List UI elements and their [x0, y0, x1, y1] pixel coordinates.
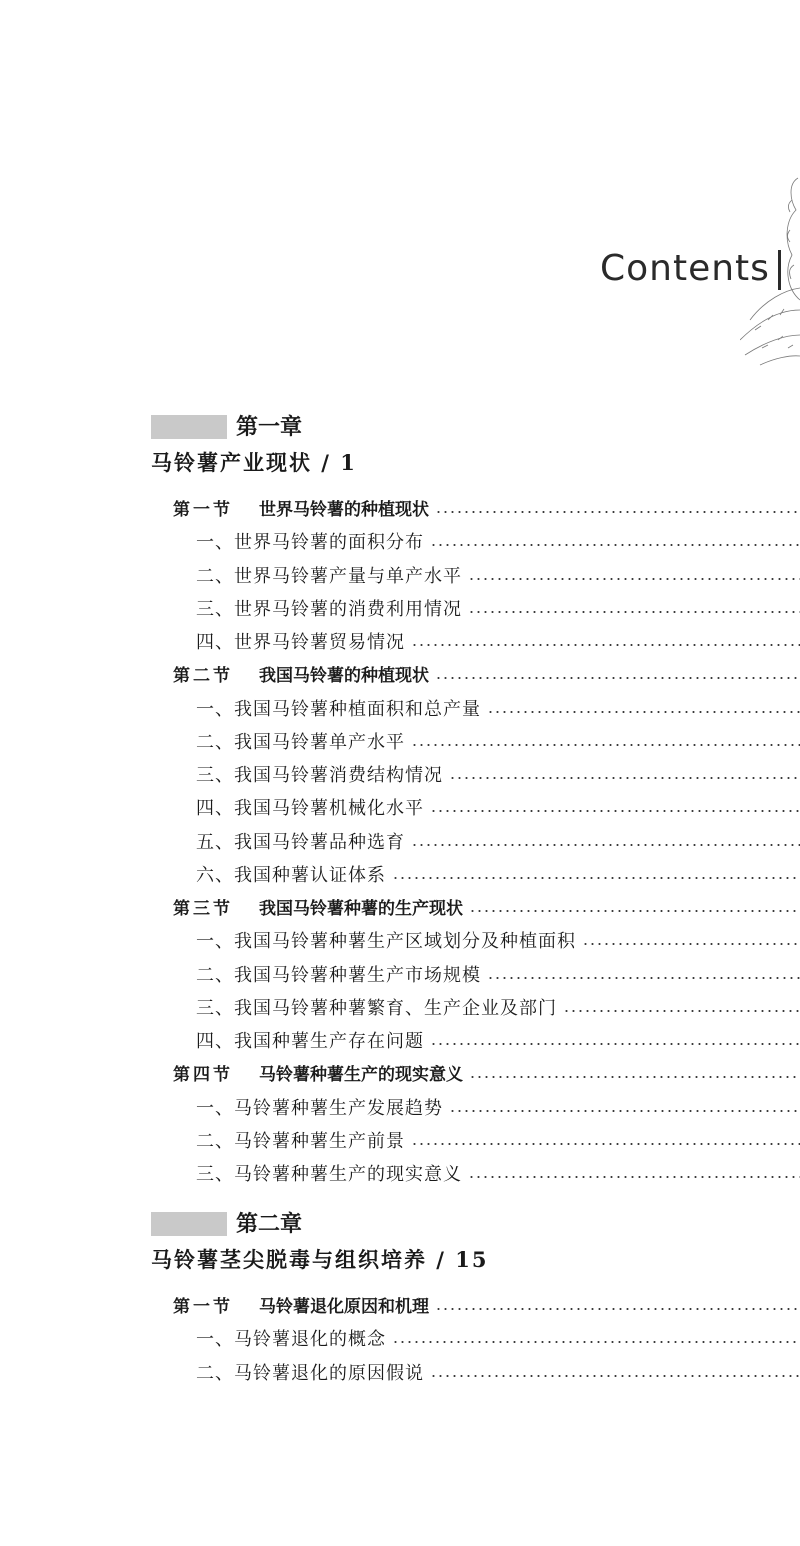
toc-item[interactable] [196, 528, 800, 558]
toc-item[interactable] [196, 861, 800, 891]
chapter-marker [151, 1212, 227, 1236]
toc-item[interactable] [196, 728, 800, 758]
dot-leader [468, 577, 800, 581]
dot-leader [435, 1307, 800, 1311]
dot-leader [392, 876, 800, 880]
dot-leader [392, 1340, 800, 1344]
chapter-title[interactable]: 马铃薯茎尖脱毒与组织培养 / 15 [151, 1247, 489, 1272]
item-title: 四、世界马铃薯贸易情况 [196, 632, 405, 653]
item-title: 二、马铃薯种薯生产前景 [196, 1130, 405, 1152]
toc-item[interactable] [196, 1027, 800, 1057]
dot-leader [430, 1042, 800, 1046]
section-number: 第三节 [173, 899, 233, 919]
toc-item[interactable] [196, 1359, 800, 1389]
section-number: 第一节 [173, 1297, 233, 1317]
dot-leader [411, 743, 800, 747]
section-title: 马铃薯退化原因和机理 [259, 1297, 429, 1317]
toc-section[interactable] [173, 495, 800, 525]
dot-leader [468, 610, 800, 614]
dot-leader [469, 909, 800, 913]
dot-leader [563, 1009, 800, 1013]
section-number: 第四节 [173, 1065, 233, 1086]
chapter-title[interactable]: 马铃薯产业现状 / 1 [151, 450, 357, 475]
toc-item[interactable] [196, 1127, 800, 1157]
chapter-label: 第二章 [236, 1211, 303, 1237]
toc-section[interactable] [173, 1292, 800, 1322]
dot-leader [487, 976, 800, 980]
dot-leader [487, 710, 800, 714]
chapter-label: 第一章 [236, 414, 303, 440]
toc-item[interactable] [196, 562, 800, 592]
item-title: 五、我国马铃薯品种选育 [196, 831, 405, 853]
toc-item[interactable] [196, 794, 800, 824]
toc-item[interactable] [196, 595, 800, 625]
dot-leader [411, 643, 800, 647]
toc-item[interactable] [196, 828, 800, 858]
dot-leader [468, 1175, 800, 1179]
dot-leader [449, 776, 800, 780]
item-title: 四、我国马铃薯机械化水平 [196, 798, 424, 820]
item-title: 一、我国马铃薯种植面积和总产量 [196, 698, 481, 720]
toc-item[interactable] [196, 1094, 800, 1124]
item-title: 三、马铃薯种薯生产的现实意义 [196, 1164, 462, 1185]
toc-item[interactable] [196, 994, 800, 1024]
item-title: 四、我国种薯生产存在问题 [196, 1031, 424, 1052]
item-title: 一、马铃薯退化的概念 [196, 1329, 386, 1351]
section-title: 世界马铃薯的种植现状 [259, 500, 429, 520]
toc-section[interactable] [173, 894, 800, 924]
toc-item[interactable] [196, 927, 800, 957]
item-title: 三、世界马铃薯的消费利用情况 [196, 598, 462, 620]
item-title: 三、我国马铃薯种薯繁育、生产企业及部门 [196, 997, 557, 1019]
dot-leader [435, 510, 800, 514]
section-number: 第一节 [173, 500, 233, 520]
toc-item[interactable] [196, 961, 800, 991]
dot-leader [430, 543, 800, 547]
item-title: 二、世界马铃薯产量与单产水平 [196, 565, 462, 587]
section-title: 我国马铃薯的种植现状 [259, 666, 429, 687]
toc-section[interactable] [173, 1060, 800, 1090]
item-title: 三、我国马铃薯消费结构情况 [196, 765, 443, 786]
toc-section[interactable] [173, 661, 800, 691]
dot-leader [469, 1075, 800, 1079]
toc-item[interactable] [196, 1325, 800, 1355]
item-title: 二、马铃薯退化的原因假说 [196, 1362, 424, 1384]
section-title: 马铃薯种薯生产的现实意义 [259, 1065, 463, 1086]
potato-illustration [740, 170, 800, 380]
dot-leader [582, 942, 800, 946]
section-title: 我国马铃薯种薯的生产现状 [259, 899, 463, 919]
dot-leader [411, 843, 800, 847]
item-title: 一、我国马铃薯种薯生产区域划分及种植面积 [196, 931, 576, 953]
toc-item[interactable] [196, 1160, 800, 1190]
dot-leader [435, 676, 800, 680]
dot-leader [449, 1109, 800, 1113]
dot-leader [430, 809, 800, 813]
dot-leader [430, 1374, 800, 1378]
toc-item[interactable] [196, 695, 800, 725]
item-title: 六、我国种薯认证体系 [196, 864, 386, 886]
item-title: 二、我国马铃薯单产水平 [196, 731, 405, 753]
section-number: 第二节 [173, 666, 233, 687]
dot-leader [411, 1142, 800, 1146]
toc-item[interactable] [196, 628, 800, 658]
toc-item[interactable] [196, 761, 800, 791]
item-title: 一、世界马铃薯的面积分布 [196, 532, 424, 554]
chapter-marker [151, 415, 227, 439]
header-title: Contents [600, 248, 770, 289]
item-title: 一、马铃薯种薯生产发展趋势 [196, 1097, 443, 1119]
item-title: 二、我国马铃薯种薯生产市场规模 [196, 964, 481, 986]
